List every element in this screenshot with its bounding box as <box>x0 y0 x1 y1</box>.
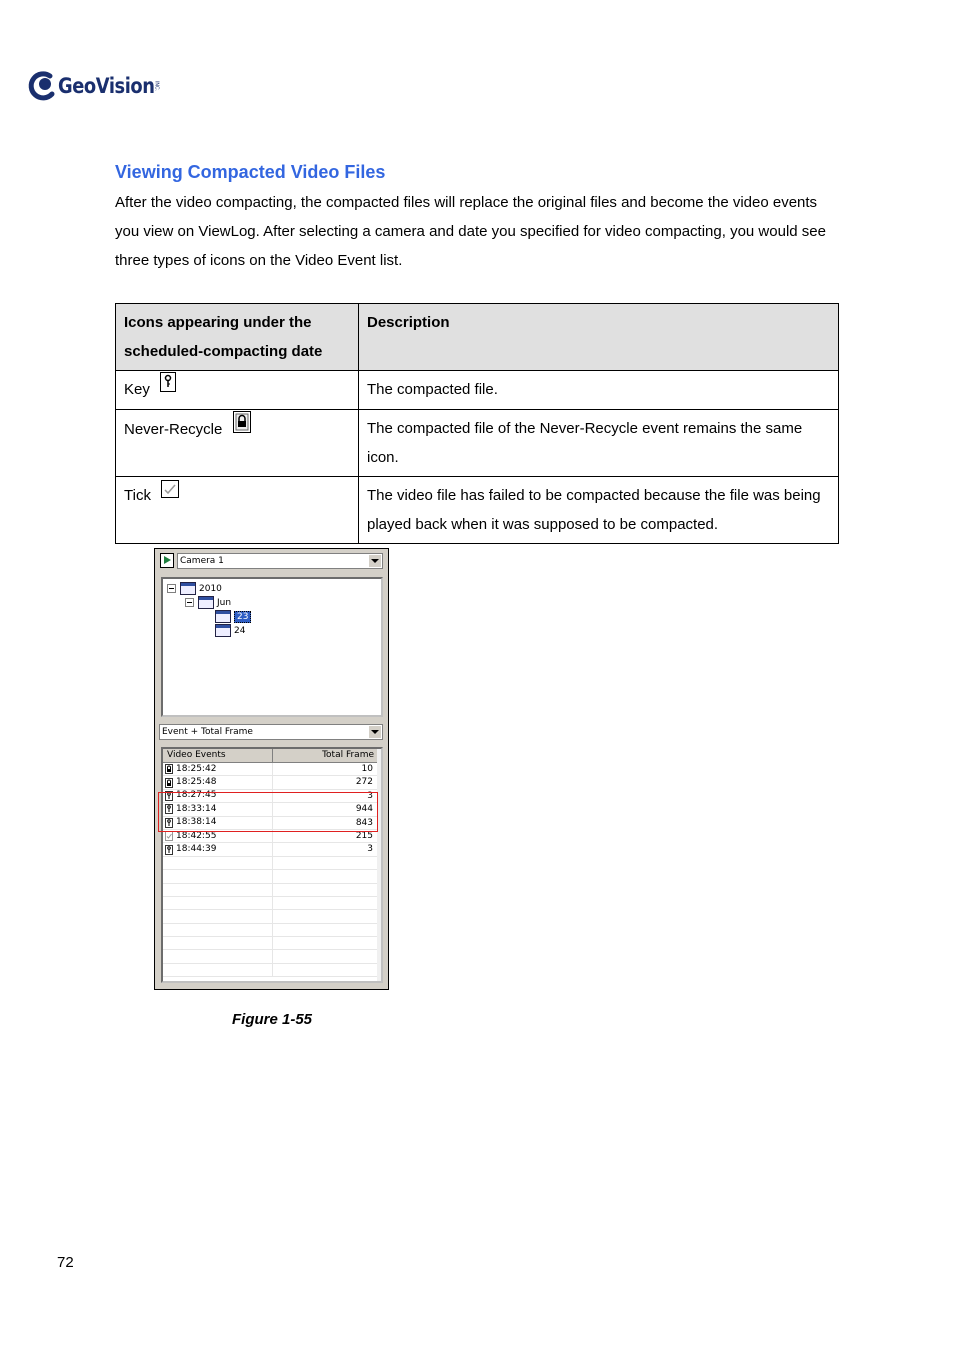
empty-row <box>163 897 379 910</box>
icon-cell <box>116 410 359 477</box>
video-events-grid[interactable] <box>161 747 383 983</box>
table-row <box>116 410 839 477</box>
column-total-frame[interactable]: Total Frame <box>273 749 379 763</box>
description-cell: The video file has failed to be compacted because the file was being played back when it was supposed to be compacted. <box>359 477 839 544</box>
empty-row <box>163 964 379 977</box>
event-frames: 944 <box>355 804 373 815</box>
empty-row <box>163 884 379 897</box>
tree-day-label: 24 <box>234 625 246 636</box>
date-tree[interactable] <box>161 577 383 717</box>
empty-row <box>163 857 379 870</box>
intro-paragraph: After the video compacting, the compacted files will replace the original files and become the video events you view on ViewLog. After selecting a camera and date you specified for video compacting, you would see three types of icons on the Video Event list. <box>115 194 826 269</box>
event-time: 18:33:14 <box>176 803 217 814</box>
empty-cell <box>273 950 379 962</box>
empty-cell <box>273 884 379 896</box>
highlight-box <box>158 792 378 832</box>
chevron-down-icon[interactable] <box>368 726 381 738</box>
play-icon[interactable] <box>160 553 174 568</box>
empty-cell <box>163 950 273 962</box>
event-cell <box>163 776 273 788</box>
calendar-day-icon <box>215 610 231 623</box>
key-icon <box>165 845 173 855</box>
lock-icon <box>233 411 251 443</box>
event-time: 18:42:55 <box>176 830 217 841</box>
empty-row <box>163 950 379 963</box>
logo-mark-icon <box>28 70 56 102</box>
calendar-month-icon <box>198 596 214 609</box>
description-cell: The compacted file. <box>359 371 839 410</box>
table-row <box>116 371 839 410</box>
event-frames: 215 <box>355 830 373 841</box>
empty-cell <box>273 924 379 936</box>
event-frames: 843 <box>355 817 373 828</box>
empty-cell <box>273 910 379 922</box>
column-video-events[interactable]: Video Events <box>163 749 273 763</box>
camera-select-value: Camera 1 <box>180 556 224 566</box>
empty-cell <box>273 870 379 882</box>
tree-month-label: Jun <box>217 597 232 608</box>
empty-cell <box>273 857 379 869</box>
calendar-day-icon <box>215 624 231 637</box>
icon-label: Never-Recycle <box>124 421 223 438</box>
header-description: Description <box>359 304 839 371</box>
empty-cell <box>163 964 273 976</box>
scrollbar[interactable] <box>377 749 381 981</box>
geovision-logo <box>28 68 160 104</box>
collapse-icon[interactable] <box>167 584 176 593</box>
chevron-down-icon[interactable] <box>368 555 381 567</box>
mode-select[interactable] <box>159 724 383 740</box>
empty-row <box>163 910 379 923</box>
empty-cell <box>273 897 379 909</box>
brand-tm: INC. <box>153 81 160 91</box>
icon-label: Tick <box>124 487 151 505</box>
viewlog-panel <box>154 548 389 990</box>
empty-cell <box>163 924 273 936</box>
section-title: Viewing Compacted Video Files <box>115 162 386 182</box>
event-time: 18:44:39 <box>176 844 217 855</box>
empty-row <box>163 870 379 883</box>
event-time: 18:38:14 <box>176 817 217 828</box>
table-row[interactable] <box>163 843 379 856</box>
table-row[interactable] <box>163 763 379 776</box>
figure-caption: Figure 1-55 <box>232 1011 313 1028</box>
event-cell <box>163 843 273 855</box>
header-icons: Icons appearing under the scheduled-compacting date <box>116 304 359 371</box>
empty-cell <box>163 857 273 869</box>
page-number: 72 <box>57 1254 74 1271</box>
icon-cell <box>116 371 359 410</box>
empty-row <box>163 937 379 950</box>
camera-select[interactable] <box>177 553 383 569</box>
event-frames: 3 <box>367 790 373 801</box>
empty-cell <box>163 884 273 896</box>
table-row <box>116 477 839 544</box>
tree-node-day[interactable] <box>215 610 251 623</box>
table-row[interactable] <box>163 776 379 789</box>
tree-node-day[interactable] <box>215 624 245 637</box>
event-time: 18:25:48 <box>176 777 217 788</box>
key-icon <box>160 372 176 402</box>
event-frames: 3 <box>367 844 373 855</box>
collapse-icon[interactable] <box>185 598 194 607</box>
tree-node-year[interactable] <box>167 582 222 595</box>
event-cell <box>163 763 273 775</box>
tree-day-label-selected: 23 <box>234 611 251 623</box>
icon-table <box>115 303 839 544</box>
empty-cell <box>163 870 273 882</box>
empty-cell <box>273 937 379 949</box>
brand-name: GeoVision <box>58 74 155 98</box>
calendar-year-icon <box>180 582 196 595</box>
description-cell: The compacted file of the Never-Recycle event remains the same icon. <box>359 410 839 477</box>
event-time: 18:25:42 <box>176 763 217 774</box>
lock-icon <box>165 778 173 788</box>
event-frames: 272 <box>355 777 373 788</box>
empty-cell <box>163 897 273 909</box>
empty-cell <box>163 937 273 949</box>
empty-cell <box>163 910 273 922</box>
mode-select-value: Event + Total Frame <box>162 727 253 737</box>
lock-icon <box>165 764 173 774</box>
tick-icon <box>161 479 179 508</box>
event-time: 18:27:45 <box>176 790 217 801</box>
tree-year-label: 2010 <box>199 583 222 594</box>
empty-row <box>163 924 379 937</box>
event-frames: 10 <box>361 764 373 774</box>
grid-header <box>163 749 379 763</box>
tree-node-month[interactable] <box>185 596 231 609</box>
table-header-row <box>116 304 839 371</box>
icon-label: Key <box>124 381 150 398</box>
tick-icon <box>165 831 173 841</box>
icon-cell <box>116 477 359 544</box>
empty-cell <box>273 964 379 976</box>
